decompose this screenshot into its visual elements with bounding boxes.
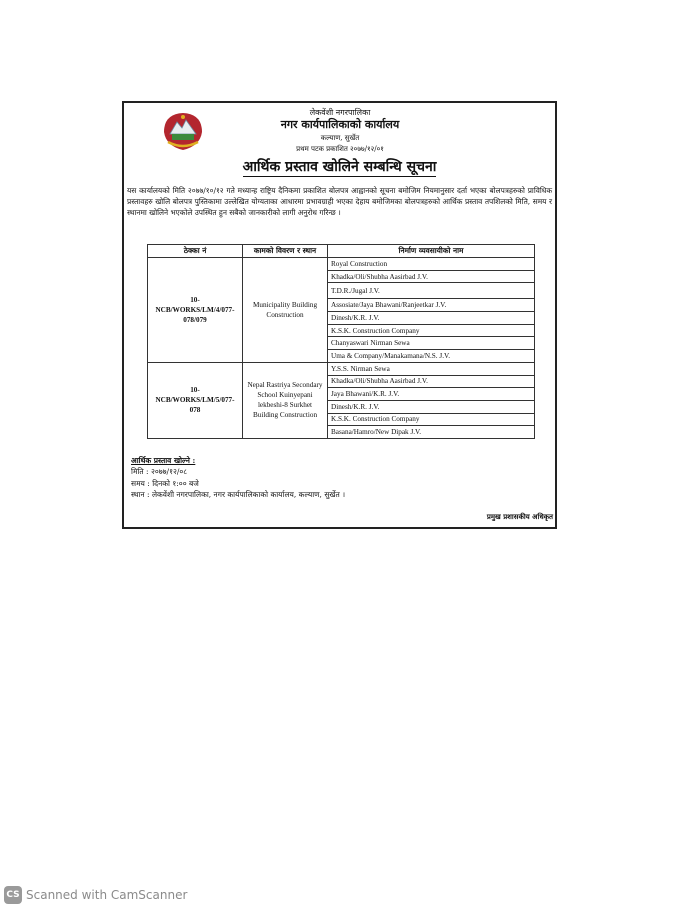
opening-time: समय : दिनको १:०० बजे	[131, 478, 199, 488]
contractor-name: Y.S.S. Nirman Sewa	[328, 362, 535, 375]
contractor-name: T.D.R./Jugal J.V.	[328, 283, 535, 299]
contractor-name: Khadka/Oli/Shubha Aasirbad J.V.	[328, 375, 535, 388]
opening-place: स्थान : लेकवेंशी नगरपालिका, नगर कार्यपालिकाको कार्यालय, कल्याण, सुर्खेत ।	[131, 489, 346, 499]
office-name: नगर कार्यपालिकाको कार्यालय	[280, 118, 400, 131]
table-header-row	[148, 245, 535, 258]
header-contract-no: ठेक्का नं	[148, 245, 243, 258]
office-address: कल्याण, सुर्खेत	[320, 134, 360, 142]
camscanner-logo-icon: CS	[4, 886, 22, 904]
table-row	[148, 258, 535, 271]
contract-code: 10-NCB/WORKS/LM/4/077-078/079	[148, 258, 243, 363]
opening-details	[131, 455, 345, 500]
contractor-name: Basana/Hamro/New Dipak J.V.	[328, 426, 535, 439]
contract-code: 10-NCB/WORKS/LM/5/077-078	[148, 362, 243, 438]
camscanner-watermark	[4, 886, 187, 904]
contractor-name: Uma & Company/Manakamana/N.S. J.V.	[328, 350, 535, 363]
header-work-description: कामको विवरण र स्थान	[243, 245, 328, 258]
notice-title	[122, 157, 557, 176]
header-contractor-name: निर्माण व्यवसायीको नाम	[328, 245, 535, 258]
notice-title-text: आर्थिक प्रस्ताव खोलिने सम्बन्धि सूचना	[242, 159, 437, 175]
contractor-name: Jaya Bhawani/K.R. J.V.	[328, 388, 535, 401]
contract-description: Municipality Building Construction	[243, 258, 328, 363]
publication-note: प्रथम पटक प्रकाशित २०७७/१२/०१	[296, 145, 384, 153]
contractor-name: Khadka/Oli/Shubha Aasirbad J.V.	[328, 270, 535, 283]
notice-body: यस कार्यालयको मिति २०७७/१०/१२ गते मध्यान्ह राष्ट्रिय दैनिकमा प्रकाशित बोलपत्र आह्वानको सूचना बमोजिम नियमानुसार दर्ता भएका बोलपत्रहरुको प्राविधिक प्रस्तावहरु खोलि बोलपत्र पुस्तिकामा उल्लेखित योग्यताका आधारमा प्रभावग्राही भएका देहाय बमोजिमका बोलपत्रहरुको आर्थिक प्रस्ताव तपशिलको मिति, समय र स्थानमा खोलिने भएकोले उपस्थित हुन सबैको जानकारीको लागी अनुरोध गरिन्छ ।	[127, 186, 552, 217]
opening-date: मिति : २०७७/१२/०८	[131, 467, 188, 477]
contractor-name: Chanyaswari Nirman Sewa	[328, 337, 535, 350]
opening-title: आर्थिक प्रस्ताव खोल्ने :	[131, 456, 196, 465]
contracts-table	[147, 244, 535, 439]
municipality-name: लेकवेंशी नगरपालिका	[309, 108, 371, 117]
contractor-name: K.S.K. Construction Company	[328, 413, 535, 426]
table-row	[148, 362, 535, 375]
contractor-name: Assosiate/Jaya Bhawani/Ranjeetkar J.V.	[328, 299, 535, 312]
contractor-name: Royal Construction	[328, 258, 535, 271]
contract-description: Nepal Rastriya Secondary School Kuinyepani lekbeshi-8 Surkhet Building Construction	[243, 362, 328, 438]
signatory-title: प्रमुख प्रशासकीय अधिकृत	[486, 512, 553, 521]
contractor-name: Dinesh/K.R. J.V.	[328, 400, 535, 413]
contractor-name: K.S.K. Construction Company	[328, 324, 535, 337]
contractor-name: Dinesh/K.R. J.V.	[328, 312, 535, 325]
watermark-text: Scanned with CamScanner	[26, 888, 188, 902]
